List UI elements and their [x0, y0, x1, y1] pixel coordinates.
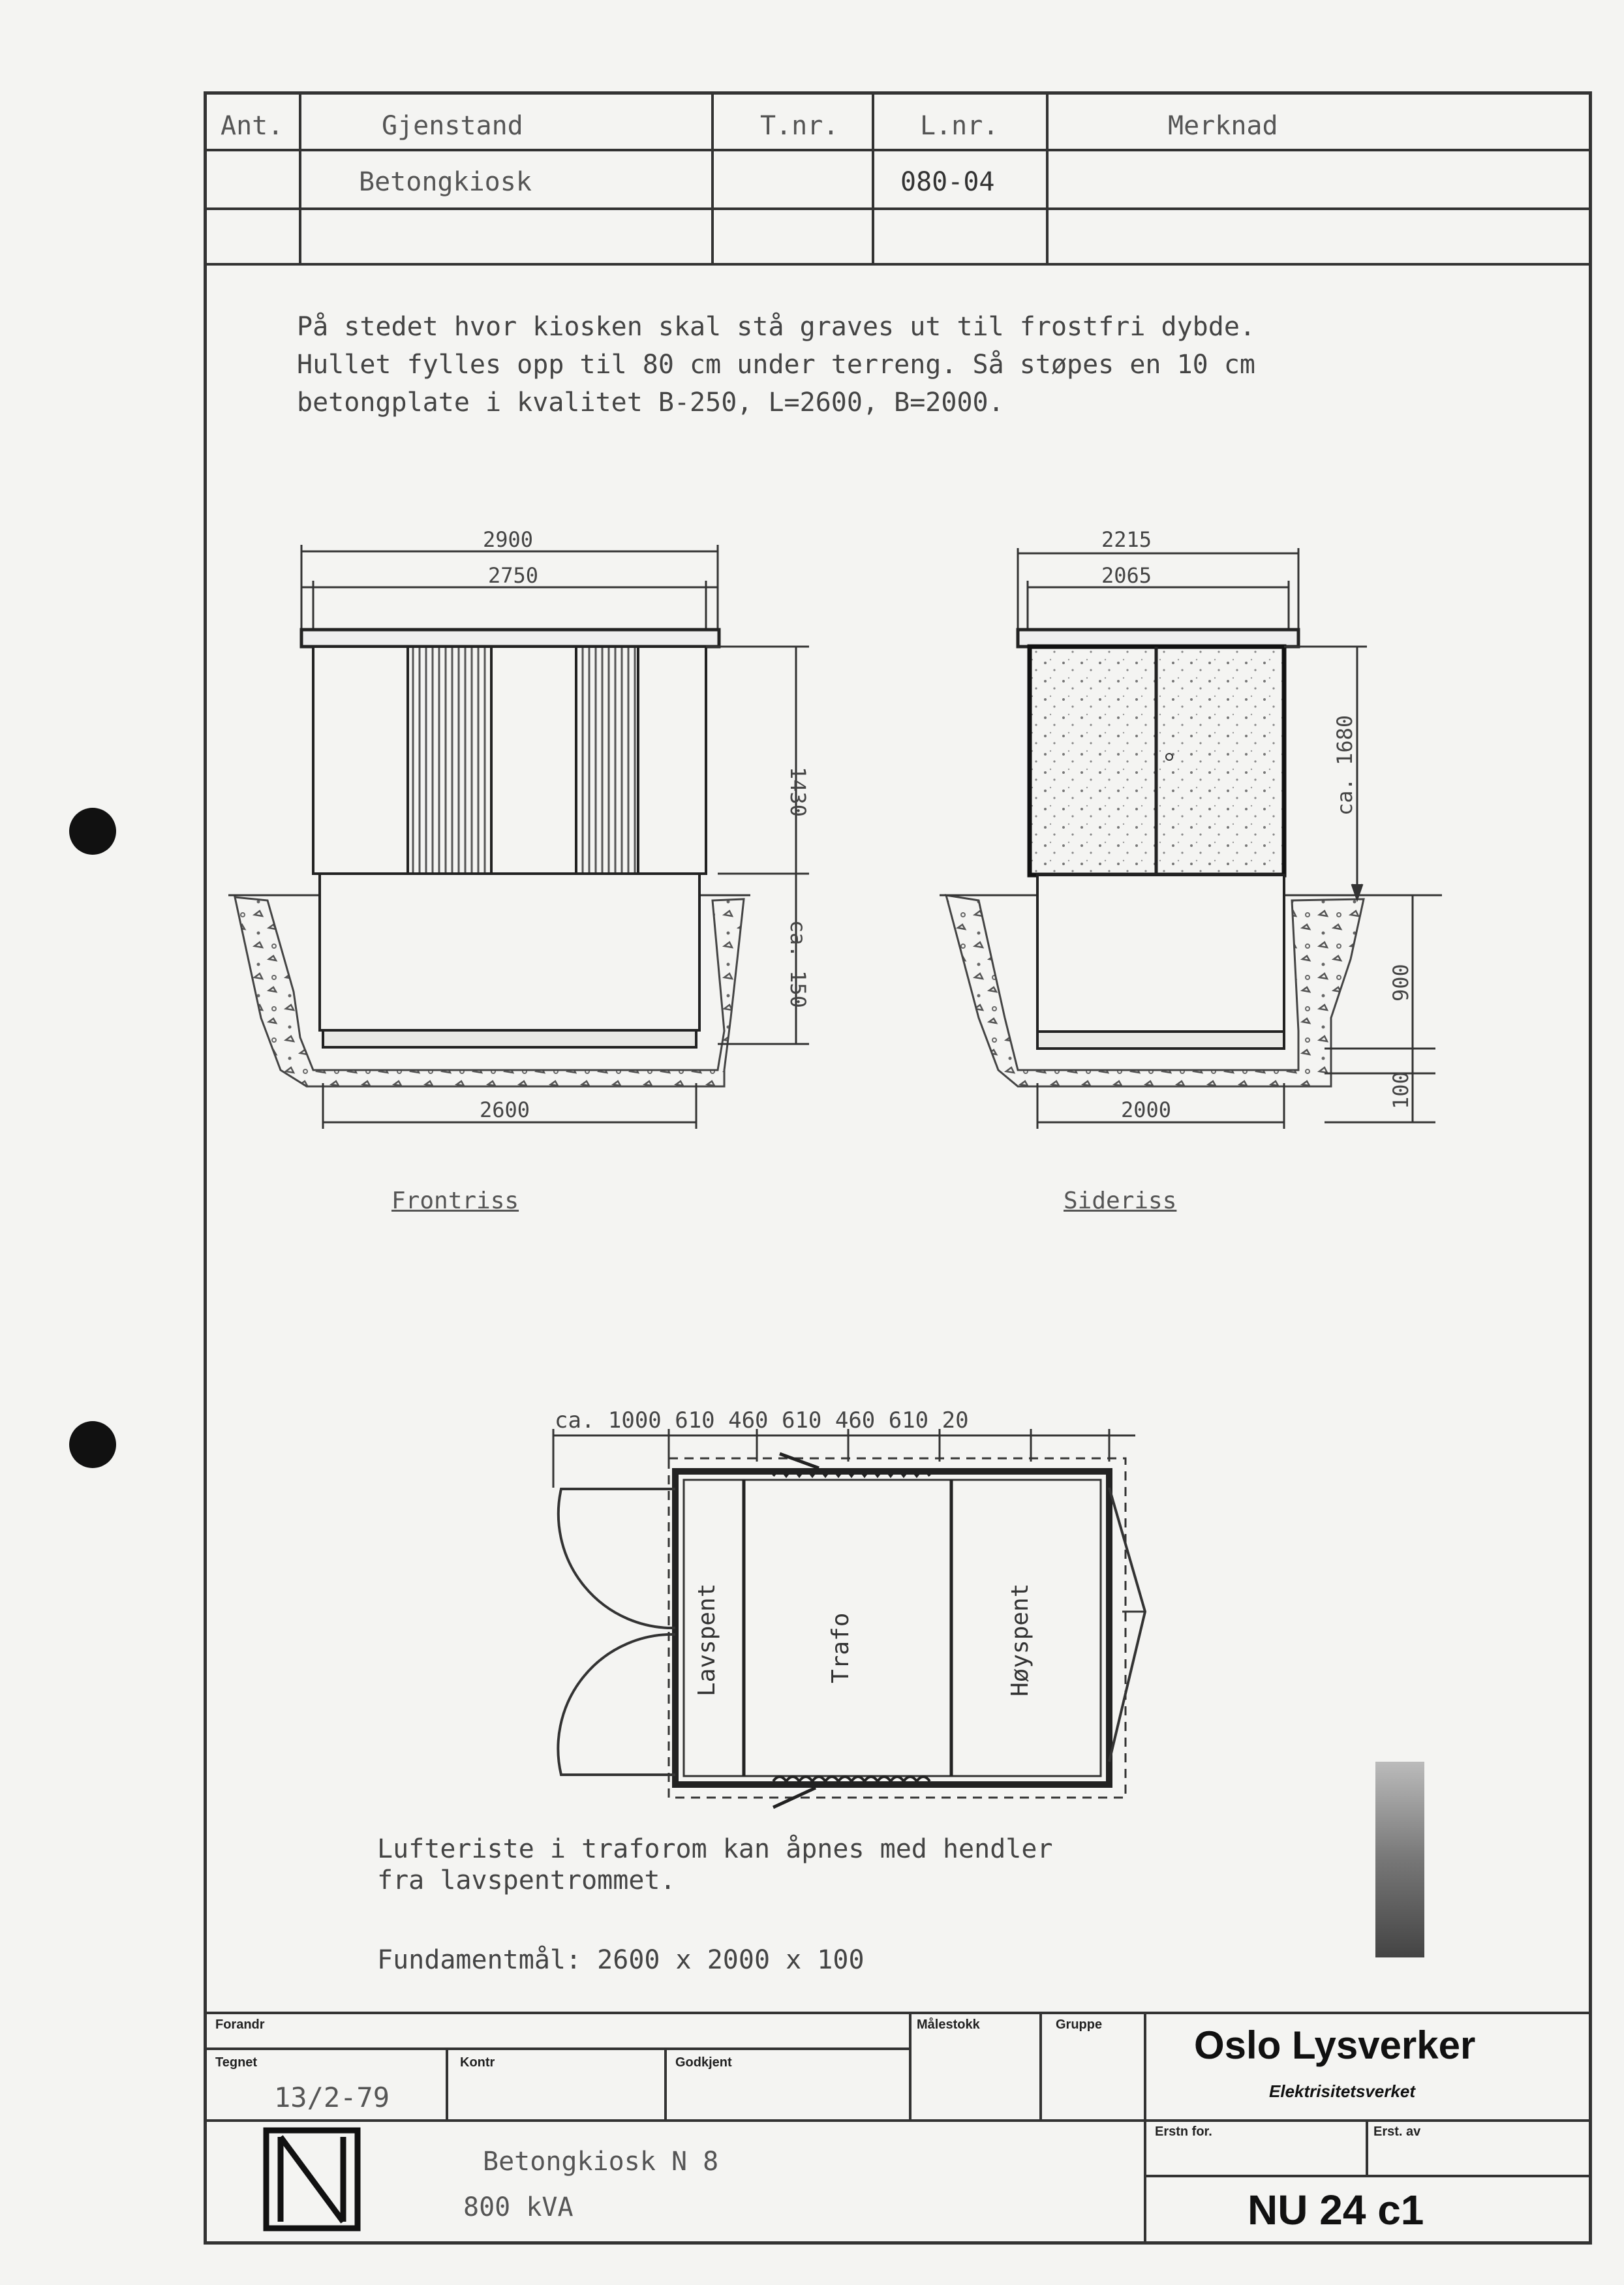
col-header-gjenstand: Gjenstand [382, 111, 523, 141]
label-gruppe: Gruppe [1056, 2017, 1103, 2032]
col-header-ant: Ant. [221, 111, 284, 141]
drawing-number: NU 24 c1 [1248, 2186, 1424, 2233]
side-dim-slab: 100 [1388, 1071, 1413, 1109]
front-dim-bottom: 2600 [480, 1097, 530, 1122]
side-view-caption: Sideriss [1064, 1188, 1177, 1214]
label-tegnet: Tegnet [215, 2055, 258, 2070]
col-header-lnr: L.nr. [920, 111, 999, 141]
col-header-tnr: T.nr. [760, 111, 839, 141]
tegnet-date: 13/2-79 [274, 2081, 390, 2113]
drawing-subtitle: 800 kVA [463, 2192, 574, 2222]
company-department: Elektrisitetsverket [1269, 2081, 1416, 2101]
room-label-hoyspent: Høyspent [1007, 1583, 1034, 1696]
front-view-caption: Frontriss [391, 1188, 519, 1214]
instructions-text: På stedet hvor kiosken skal stå graves ut til frostfri dybde. Hullet fylles opp til 80 cm under terreng. Så støpes en 10 cm betongplate i kvalitet B-250, L=2600, B=2000. [297, 312, 1256, 418]
side-dim-top-inner: 2065 [1101, 563, 1152, 588]
label-erstn-for: Erstn for. [1155, 2124, 1212, 2139]
col-header-merknad: Merknad [1168, 111, 1278, 141]
label-forandr: Forandr [215, 2017, 265, 2032]
plan-dim-chain: ca. 1000 610 460 610 460 610 20 [555, 1407, 969, 1434]
room-label-trafo: Trafo [827, 1612, 854, 1683]
front-dim-depth: ca. 150 [786, 920, 810, 1008]
front-dim-height: 1430 [786, 767, 810, 818]
row1-lnr: 080-04 [900, 167, 995, 197]
front-dim-top-inner: 2750 [488, 563, 539, 588]
side-dim-bottom: 2000 [1121, 1097, 1172, 1122]
side-dim-top-outer: 2215 [1101, 527, 1152, 552]
front-dim-top-outer: 2900 [483, 527, 534, 552]
drawing-title: Betongkiosk N 8 [483, 2147, 719, 2177]
n-logo [266, 2130, 358, 2228]
side-dim-depth: 900 [1388, 964, 1413, 1002]
side-view [940, 548, 1442, 1129]
company-name: Oslo Lysverker [1194, 2023, 1476, 2067]
label-malestokk: Målestokk [917, 2017, 980, 2032]
gray-scale-strip [1375, 1762, 1424, 1957]
row1-gjenstand: Betongkiosk [359, 167, 532, 197]
label-kontr: Kontr [460, 2055, 495, 2070]
label-godkjent: Godkjent [675, 2055, 732, 2070]
label-erst-av: Erst. av [1373, 2124, 1421, 2139]
side-dim-height: ca. 1680 [1332, 714, 1357, 816]
front-view [228, 545, 809, 1129]
foundation-note: Fundamentmål: 2600 x 2000 x 100 [377, 1945, 865, 1975]
room-label-lavspent: Lavspent [694, 1583, 720, 1696]
vent-note: Lufteriste i traforom kan åpnes med hendler fra lavspentrommet. [377, 1834, 1053, 1895]
